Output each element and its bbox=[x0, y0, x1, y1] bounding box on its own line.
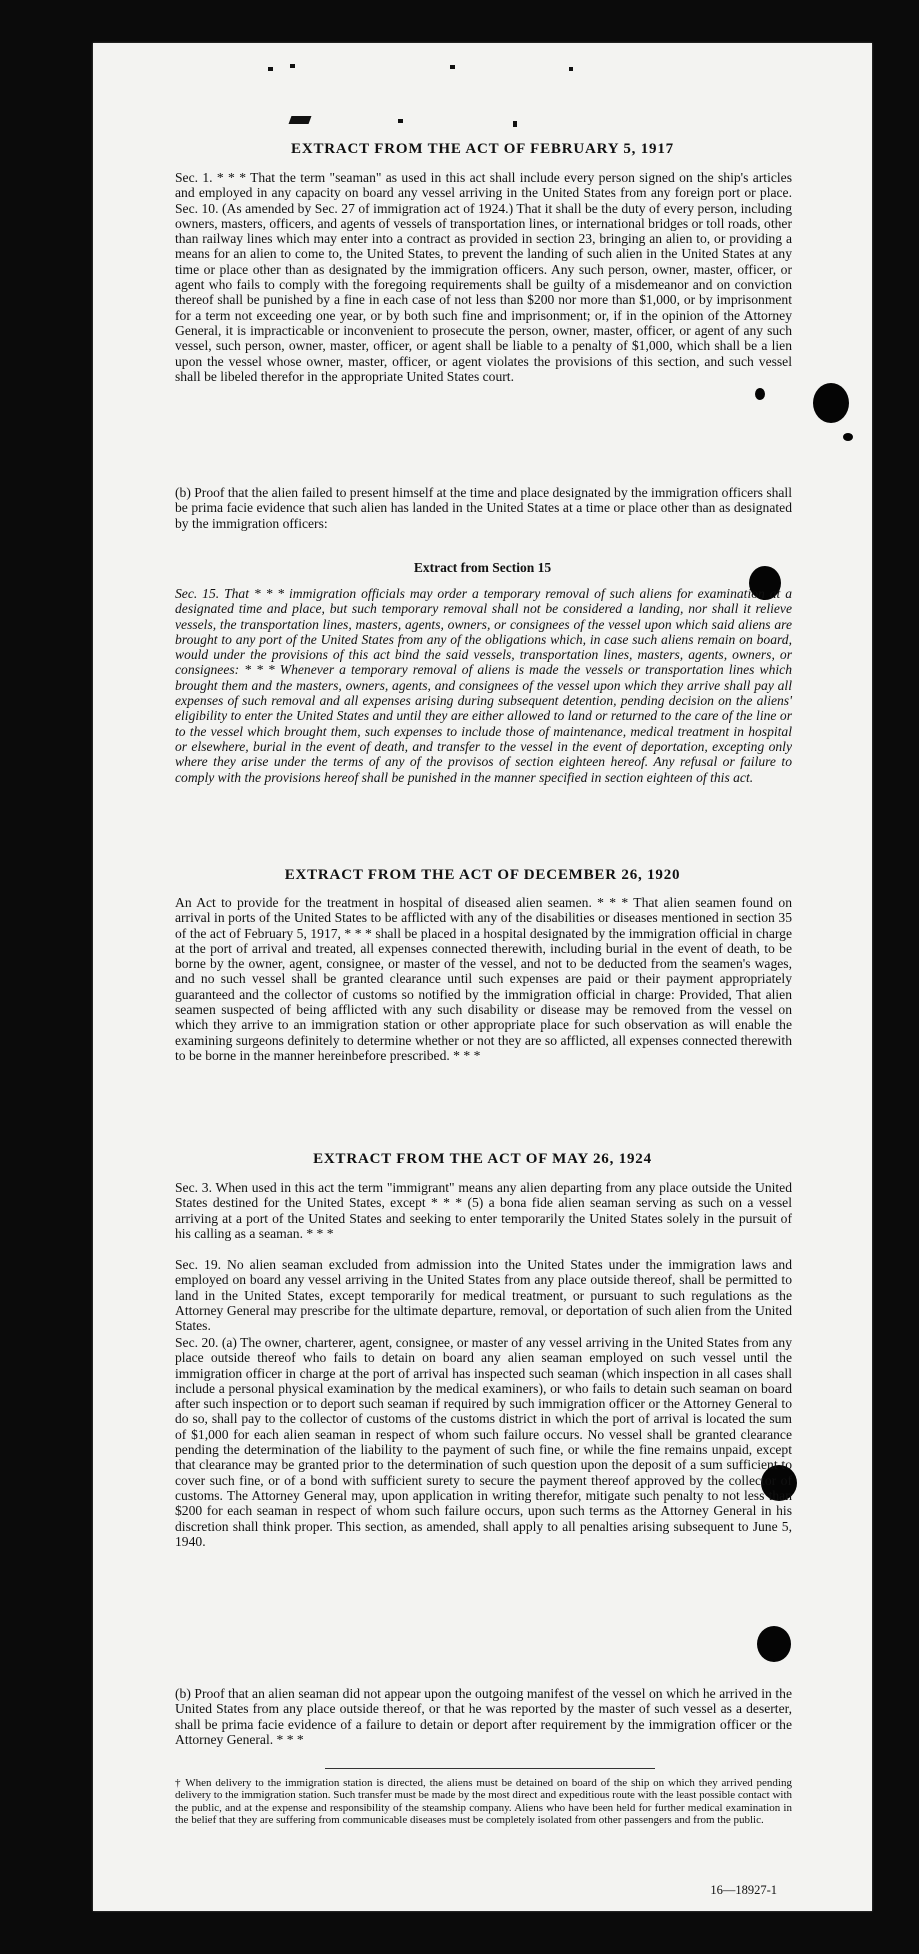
form-number: 16—18927-1 bbox=[710, 1883, 777, 1897]
act-1920-text: An Act to provide for the treatment in hospital of diseased alien seamen. * * * That alien seamen found on arrival in ports of the United States to be afflicted with any of the disabilities or diseases mentioned in section 35 of the act of February 5, 1917, * * * shall be placed in a hospital designated by the immigration official in charge at the port of arrival and treated, all expenses connected therewith, including burial in the event of death, to be borne by the owner, agent, consignee, or master of the vessel, and not to be deducted from the seamen's wages, and no such vessel shall be granted clearance until such expenses are paid or their payment appropriately guaranteed and the collector of customs so notified by the immigration official in charge: Provided, That alien seamen suspected of being afflicted with any such disability or disease may be removed from the vessel on which they arrive to an immigration station or other appropriate place for such observation as will enable the examining surgeons definitely to determine whether or not they are so afflicted, all expenses connected therewith to be borne in the manner hereinbefore prescribed. * * * bbox=[175, 895, 792, 1063]
document-page bbox=[93, 43, 872, 1911]
arrow-mark bbox=[289, 116, 312, 124]
speck-mark bbox=[268, 67, 273, 71]
section-3-text: Sec. 3. When used in this act the term "immigrant" means any alien departing from any place outside the United States destined for the United States, except * * * (5) a bona fide alien seaman serving as such on a vessel arriving at a port of the United States and seeking to enter temporarily the United States solely in the pursuit of his calling as a seaman. * * * bbox=[175, 1180, 792, 1241]
speck-mark bbox=[398, 119, 403, 123]
section-1-and-10-text: Sec. 1. * * * That the term "seaman" as used in this act shall include every person signed on the ship's articles and employed in any capacity on board any vessel arriving in the United States from any foreign port or place. Sec. 10. (As amended by Sec. 27 of immigration act of 1924.) That it shall be the duty of every person, including owners, masters, officers, and agents of vessels of transportation lines, or international bridges or toll roads, other than railway lines which may enter into a contract as provided in section 23, bringing an alien to, or providing a means for an alien to come to, the United States, to prevent the landing of such alien in the United States at any time or place other than as designated by the immigration officers. Any such person, owner, master, officer, or agent who fails to comply with the foregoing requirements shall be guilty of a misdemeanor and on conviction thereof shall be punished by a fine in each case of not less than $200 nor more than $1,000, or by imprisonment for a term not exceeding one year, or by both such fine and imprisonment; or, if in the opinion of the Attorney General, it is impracticable or inconvenient to prosecute the person, owner, master, officer, or agent of any such vessel, such person, owner, master, officer, or agent shall be liable to a penalty of $1,000, which shall be a lien upon the vessel whose owner, master, officer, or agent violates the provisions of this section, and such vessel shall be libeled therefor in the appropriate United States court. bbox=[175, 170, 792, 384]
punch-hole bbox=[757, 1626, 791, 1662]
speck-mark bbox=[290, 64, 295, 68]
punch-hole bbox=[813, 383, 849, 423]
heading-act-may-1924: EXTRACT FROM THE ACT OF MAY 26, 1924 bbox=[313, 1151, 652, 1167]
heading-act-feb-1917: EXTRACT FROM THE ACT OF FEBRUARY 5, 1917 bbox=[291, 141, 674, 157]
section-10-para-b: (b) Proof that the alien failed to present himself at the time and place designated by the immigration officers shall be prima facie evidence that such alien has landed in the United States at a time or place other than as designated by the immigration officers: bbox=[175, 485, 792, 531]
footnote-divider bbox=[325, 1768, 655, 1769]
punch-hole bbox=[843, 433, 853, 441]
section-15-text: Sec. 15. That * * * immigration officials may order a temporary removal of such aliens for examination at a designated time and place, but such temporary removal shall not be considered a landing, nor shall it relieve vessels, the transportation lines, masters, agents, owners, or consignees of the vessel upon which said aliens are brought to any port of the United States from any of the obligations which, in case such aliens remain on board, would under the provisions of this act bind the said vessels, transportation lines, masters, agents, owners, or consignees: * * * Whenever a temporary removal of aliens is made the vessels or transportation lines which brought them and the masters, owners, agents, and consignees of the vessel upon which they arrive shall pay all expenses of such removal and all expenses arising during subsequent detention, pending decision on the aliens' eligibility to enter the United States and until they are either allowed to land or returned to the care of the line or to the vessel which brought them, such expenses to include those of maintenance, medical treatment in hospital or elsewhere, burial in the event of death, and transfer to the vessel in the event of deportation, excepting only where they arise under the terms of any of the provisos of section eighteen hereof. Any refusal or failure to comply with the provisions hereof shall be punished in the manner specified in section eighteen of this act. bbox=[175, 586, 792, 785]
speck-mark bbox=[513, 121, 517, 127]
heading-section-15: Extract from Section 15 bbox=[413, 560, 552, 575]
section-19-text: Sec. 19. No alien seaman excluded from admission into the United States under the immigration laws and employed on board any vessel arriving in the United States from any place outside thereof, shall be permitted to land in the United States, except temporarily for medical treatment, or pursuant to such regulations as the Attorney General may prescribe for the ultimate departure, removal, or deportation of such alien from the United States. bbox=[175, 1257, 792, 1334]
section-20a-text: Sec. 20. (a) The owner, charterer, agent, consignee, or master of any vessel arriving in the United States from any place outside thereof who fails to detain on board any alien seaman employed on such vessel until the immigration officer in charge at the port of arrival has inspected such seaman (which inspection in all cases shall include a personal physical examination by the medical examiners), or who fails to detain such seaman on board after such inspection or to deport such seaman if required by such immigration officer or the Attorney General to do so, shall pay to the collector of customs of the customs district in which the port of arrival is located the sum of $1,000 for each alien seaman in respect of whom such failure occurs. No vessel shall be granted clearance pending the determination of the liability to the payment of such fine, or while the fine remains unpaid, except that clearance may be granted prior to the determination of such question upon the deposit of a sum sufficient to cover such fine, or of a bond with sufficient surety to secure the payment thereof approved by the collector of customs. The Attorney General may, upon application in writing therefor, mitigate such penalty to not less than $200 for each seaman in respect of whom such failure occurs, upon such terms as the Attorney General in his discretion shall think proper. This section, as amended, shall apply to all penalties arising subsequent to June 5, 1940. bbox=[175, 1335, 792, 1549]
speck-mark bbox=[569, 67, 573, 71]
footnote-text: † When delivery to the immigration station is directed, the aliens must be detained on board of the ship on which they arrived pending delivery to the immigration station. Such transfer must be made by the most direct and expeditious route with the least possible contact with the public, and at the expense and responsibility of the steamship company. Aliens who have been held for further medical examination in the belief that they are suffering from communicable diseases must be completely isolated from other passengers and from the public. bbox=[175, 1777, 792, 1826]
punch-hole bbox=[755, 388, 765, 400]
heading-act-dec-1920: EXTRACT FROM THE ACT OF DECEMBER 26, 1920 bbox=[284, 867, 681, 883]
section-20b-text: (b) Proof that an alien seaman did not appear upon the outgoing manifest of the vessel on which he arrived in the United States from any place outside thereof, or that he was reported by the master of such vessel as a deserter, shall be prima facie evidence of a failure to detain or deport after requirement by the immigration officer or the Attorney General. * * * bbox=[175, 1686, 792, 1747]
speck-mark bbox=[450, 65, 455, 69]
